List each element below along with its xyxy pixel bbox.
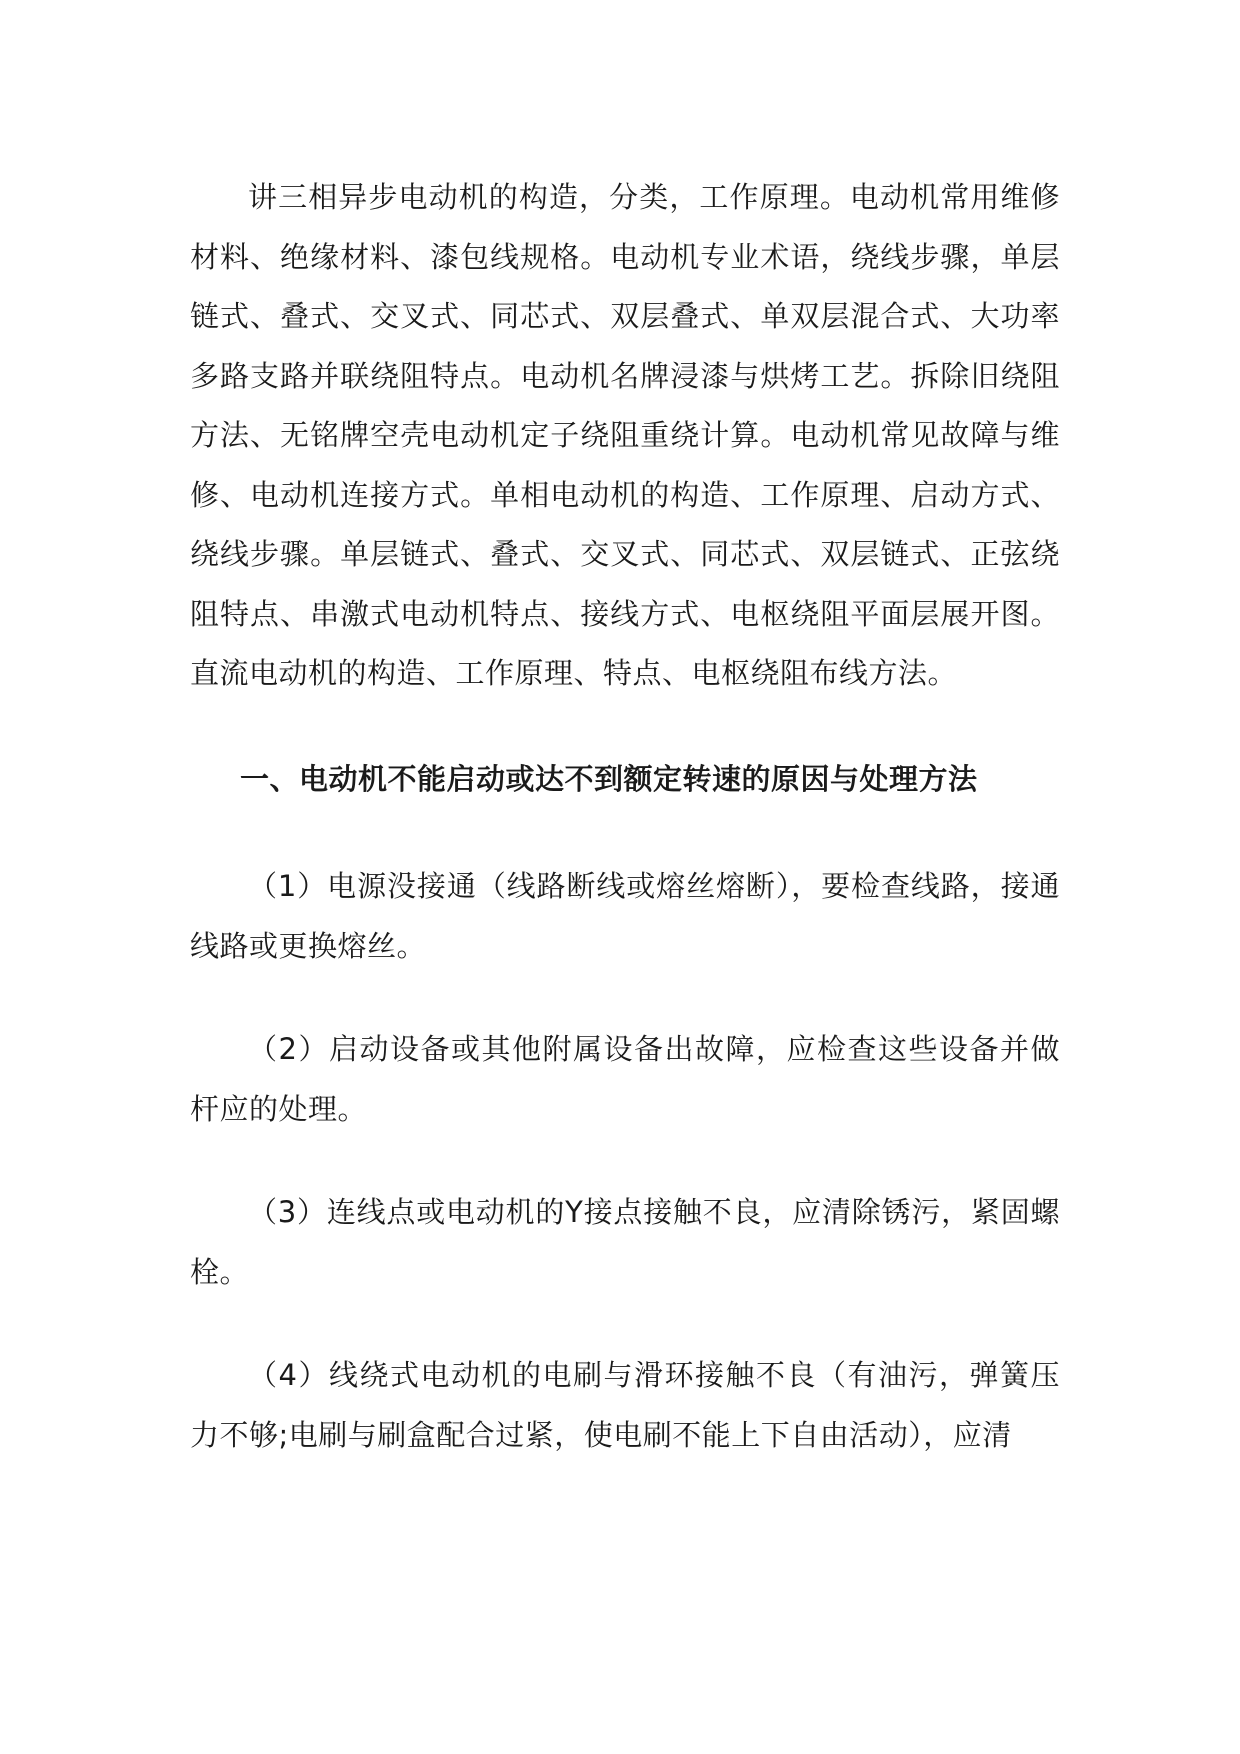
document-body [190, 168, 1060, 1509]
list-item: （3）连线点或电动机的Y接点接触不良，应清除锈污，紧固螺栓。 [190, 1195, 1060, 1289]
list-item: （2）启动设备或其他附属设备出故障，应检查这些设备并做杆应的处理。 [190, 1032, 1060, 1126]
intro-paragraph: 讲三相异步电动机的构造，分类，工作原理。电动机常用维修材料、绝缘材料、漆包线规格。电动机专业术语，绕线步骤，单层链式、叠式、交叉式、同芯式、双层叠式、单双层混合式、大功率多路支路并联绕阻特点。电动机名牌浸漆与烘烤工艺。拆除旧绕阻方法、无铭牌空壳电动机定子绕阻重绕计算。电动机常见故障与维修、电动机连接方式。单相电动机的构造、工作原理、启动方式、绕线步骤。单层链式、叠式、交叉式、同芯式、双层链式、正弦绕阻特点、串激式电动机特点、接线方式、电枢绕阻平面层展开图。直流电动机的构造、工作原理、特点、电枢绕阻布线方法。 [190, 180, 1060, 690]
list-item: （4）线绕式电动机的电刷与滑环接触不良（有油污，弹簧压力不够;电刷与刷盒配合过紧，使电刷不能上下自由活动），应清 [190, 1358, 1060, 1452]
list-item: （1）电源没接通（线路断线或熔丝熔断），要检查线路，接通线路或更换熔丝。 [190, 869, 1060, 963]
section-heading: 一、电动机不能启动或达不到额定转速的原因与处理方法 [240, 761, 978, 796]
